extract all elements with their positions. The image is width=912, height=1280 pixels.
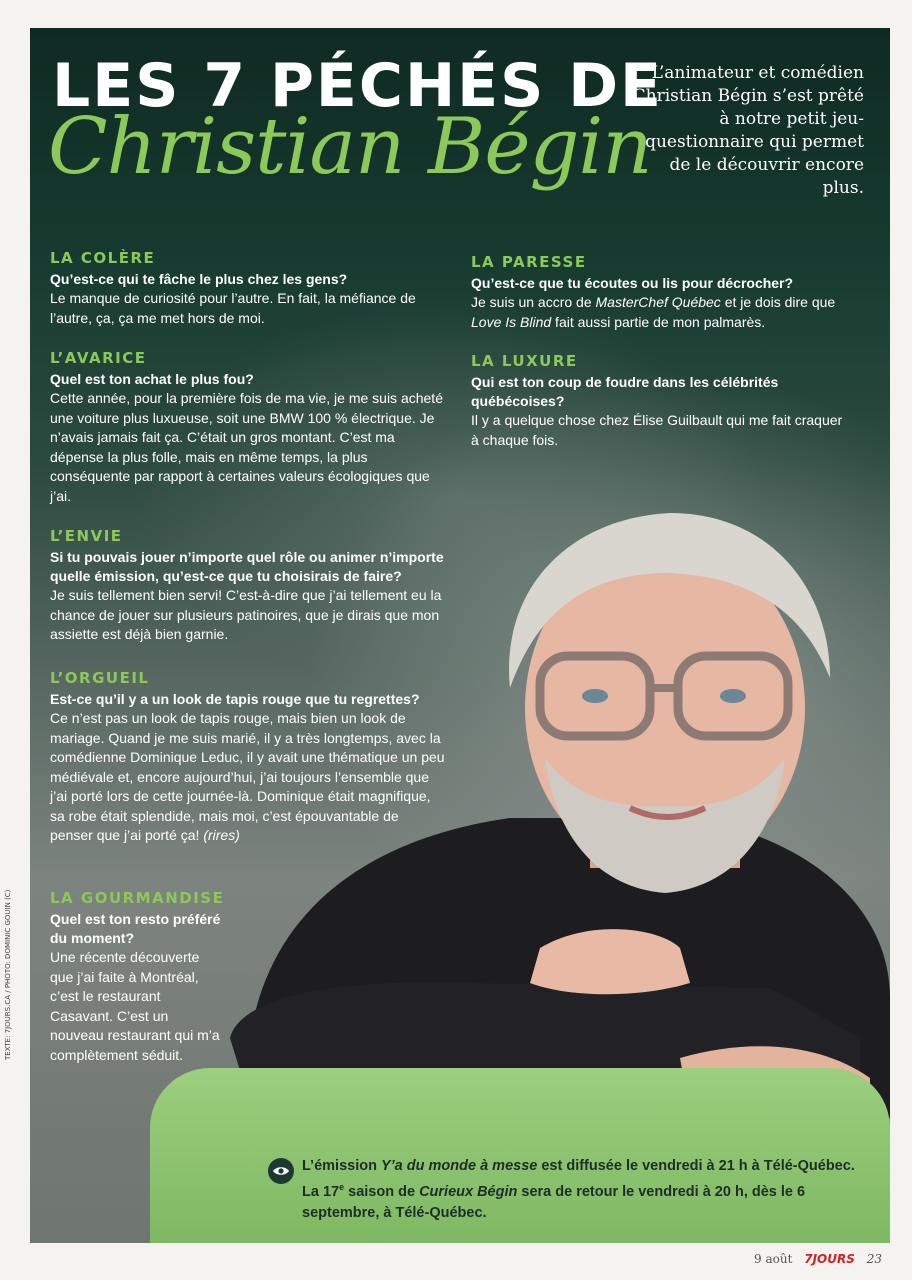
section-answer: Une récente découverte que j’ai faite à Montréal, c’est le restaurant Casavant. C’est un nouveau restaurant qui m’a complètement séduit. [50,949,220,1063]
section-answer: Il y a quelque chose chez Élise Guilbault qui me fait craquer à chaque fois. [471,412,843,448]
section-title: LA COLÈRE [50,249,156,267]
section-question: Si tu pouvais jouer n’importe quel rôle ou animer n’importe quelle émission, qu’est-ce que tu choisirais de faire? [50,549,444,584]
broadcast-line-1: L’émission Y’a du monde à messe est diffusée le vendredi à 21 h à Télé-Québec. [302,1158,855,1174]
section-paresse [471,252,851,332]
section-title: LA LUXURE [471,352,578,370]
section-answer: Je suis un accro de MasterChef Québec et je dois dire que Love Is Blind fait aussi partie de mon palmarès. [471,294,836,330]
section-answer: Je suis tellement bien servi! C’est-à-dire que j’ai tellement eu la chance de jouer sur plusieurs patinoires, que je dirais que mon assiette est déjà bien garnie. [50,587,442,642]
issue-date: 9 août [754,1252,793,1266]
eye-icon [268,1158,294,1184]
section-avarice [50,348,445,506]
magazine-logo: 7JOURS [804,1252,855,1266]
section-question: Qu’est-ce que tu écoutes ou lis pour décrocher? [471,275,794,291]
broadcast-line-2: La 17e saison de Curieux Bégin sera de retour le vendredi à 20 h, dès le 6 septembre, à Télé-Québec. [302,1182,806,1221]
section-colere [50,248,445,328]
page-folio [754,1252,882,1266]
broadcast-note [302,1156,862,1224]
section-title: L’ORGUEIL [50,669,150,687]
section-question: Quel est ton achat le plus fou? [50,371,254,387]
section-title: L’AVARICE [50,349,147,367]
section-envie [50,526,445,645]
photo-credit: TEXTE: 7JOURS.CA / PHOTO: DOMINIC GOUIN (C) [4,889,12,1060]
article-page [30,28,890,1243]
section-title: L’ENVIE [50,527,123,545]
section-question: Est-ce qu’il y a un look de tapis rouge que tu regrettes? [50,691,420,707]
title-name: Christian Bégin [48,102,652,192]
page-number: 23 [866,1252,882,1266]
section-title: LA GOURMANDISE [50,889,225,907]
section-title: LA PARESSE [471,253,587,271]
section-orgueil [50,668,445,846]
section-answer: Le manque de curiosité pour l’autre. En fait, la méfiance de l’autre, ça, ça me met hors de moi. [50,290,416,326]
section-question: Quel est ton resto préféré du moment? [50,911,221,946]
title-top: LES 7 PÉCHÉS DE [52,51,664,121]
section-luxure [471,351,851,450]
section-answer: Ce n’est pas un look de tapis rouge, mais bien un look de mariage. Quand je me suis marié, il y a très longtemps, avec la comédienne Dominique Leduc, il y avait une thématique un peu médiévale et, encore aujourd’hui, j’ai toujours l’ensemble que j’ai porté lors de cette journée-là. Dominique était magnifique, sa robe était splendide, mais moi, c’est épouvantable de penser que j’ai porté ça! (rires) [50,710,445,843]
intro-text: L’animateur et comédien Christian Bégin s’est prêté à notre petit jeu-questionnaire qui permet de le découvrir encore plus. [632,63,864,198]
section-answer: Cette année, pour la première fois de ma vie, je me suis acheté une voiture plus luxueuse, soit une BMW 100 % électrique. Je n’avais jamais fait ça. C’était un gros montant. C’est ma dépense la plus folle, mais en même temps, la plus conséquente par rapport à certaines valeurs écologiques que j’ai. [50,390,443,504]
section-gourmandise [50,888,225,1065]
section-question: Qu’est-ce qui te fâche le plus chez les gens? [50,271,348,287]
section-question: Qui est ton coup de foudre dans les célébrités québécoises? [471,374,779,409]
